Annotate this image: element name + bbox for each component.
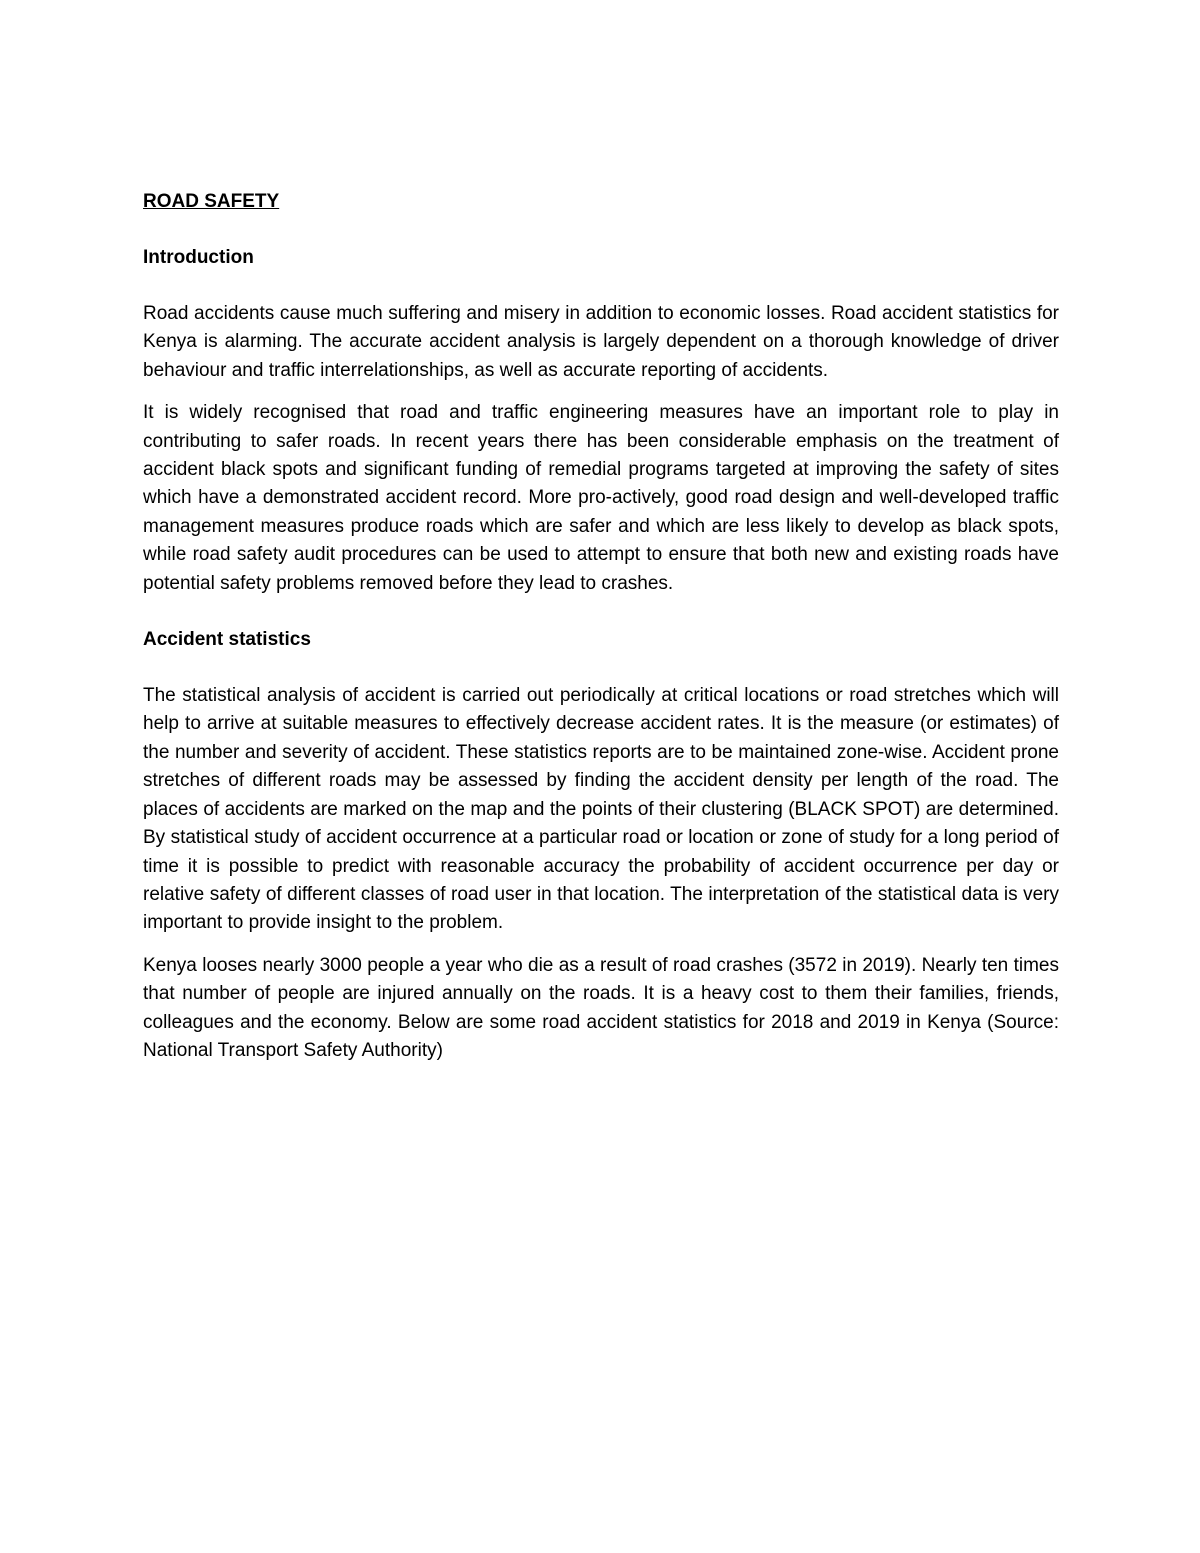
statistics-paragraph-2: Kenya looses nearly 3000 people a year who die as a result of road crashes (3572 in 2019). Nearly ten times that number of people are injured annually on the roads. It is a heavy cost to them their families, friends, colleagues and the economy. Below are some road accident statistics for 2018 and 2019 in Kenya (Source: National Transport Safety Authority) <box>143 954 1059 1061</box>
section-heading-introduction: Introduction <box>143 247 254 268</box>
intro-paragraph-1: Road accidents cause much suffering and misery in addition to economic losses. Road accident statistics for Kenya is alarming. The accurate accident analysis is largely dependent on a thorough knowledge of driver behaviour and traffic interrelationships, as well as accurate reporting of accidents. <box>143 303 1059 381</box>
statistics-paragraph-1: The statistical analysis of accident is carried out periodically at critical locations or road stretches which will help to arrive at suitable measures to effectively decrease accident rates. It is the measure (or estimates) of the number and severity of accident. These statistics reports are to be maintained zone-wise. Accident prone stretches of different roads may be assessed by finding the accident density per length of the road. The places of accidents are marked on the map and the points of their clustering (BLACK SPOT) are determined. By statistical study of accident occurrence at a particular road or location or zone of study for a long period of time it is possible to predict with reasonable accuracy the probability of accident occurrence per day or relative safety of different classes of road user in that location. The interpretation of the statistical data is very important to provide insight to the problem. <box>143 685 1059 934</box>
document-page <box>143 188 1059 1079</box>
section-heading-accident-statistics: Accident statistics <box>143 629 311 651</box>
intro-paragraph-2: It is widely recognised that road and traffic engineering measures have an important role to play in contributing to safer roads. In recent years there has been considerable emphasis on the treatment of accident black spots and significant funding of remedial programs targeted at improving the safety of sites which have a demonstrated accident record. More pro-actively, good road design and well-developed traffic management measures produce roads which are safer and which are less likely to develop as black spots, while road safety audit procedures can be used to attempt to ensure that both new and existing roads have potential safety problems removed before they lead to crashes. <box>143 402 1059 594</box>
document-title: ROAD SAFETY <box>143 191 280 212</box>
